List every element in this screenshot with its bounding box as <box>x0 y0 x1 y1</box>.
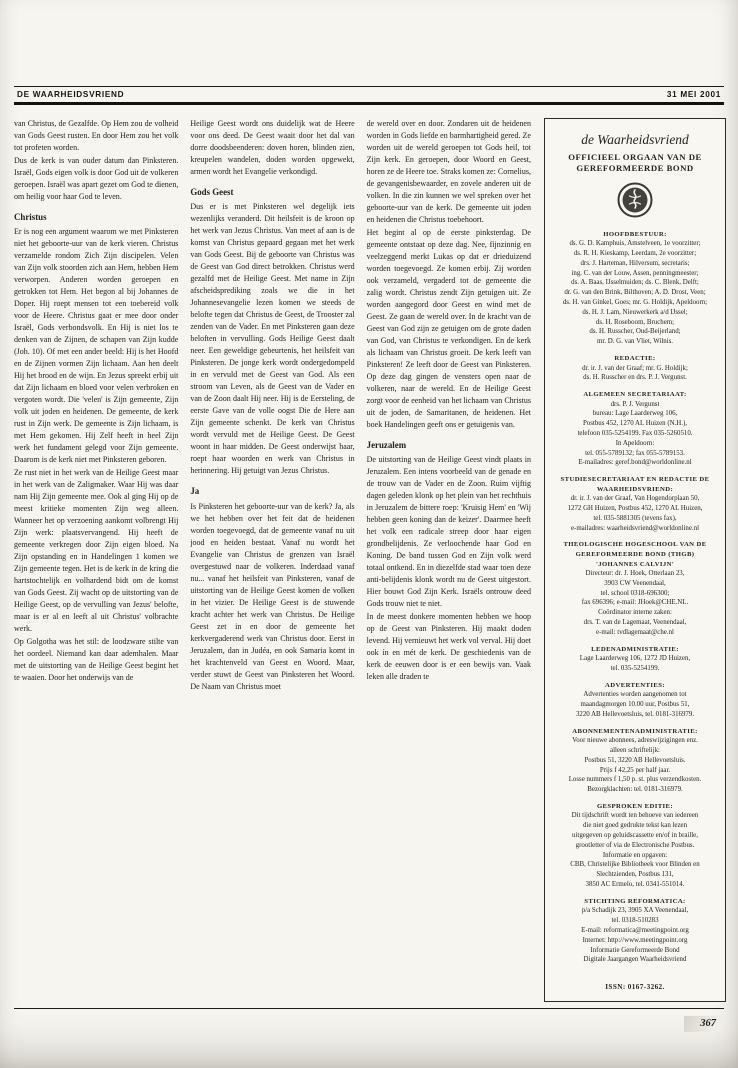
gereformeerde-bond-logo-icon <box>617 182 653 218</box>
colophon-line: 3903 CW Veenendaal, <box>604 579 666 587</box>
colophon-line: 3850 AC Ermelo, tel. 0341-551014. <box>585 881 685 889</box>
body-paragraph: Op Golgotha was het stil: de loodzware stilte van het oordeel. Niemand kan daar ademhalen. Maar met de uitstorting van de Heilige Geest begint het te waaien. Door het onderwijs van de <box>14 637 179 683</box>
body-paragraph: Ze rust niet in het werk van de Heilige Geest maar in het werk van de Zaligmaker. Waar Hij was daar nam Hij Zijn gemeente mee. Ook al ging Hij op de meest kritieke momenten Zijn weg alleen. Wanneer het op verzoening aankomt volbrengt Hij Zijn werk: plaatsvervangend. Hij heeft de gemeente verkregen door Zijn eigen bloed. Na Zijn opstanding en in Handelingen 1 komen we Zijn gemeente tegen. Het is de kerk in de kring die hartstochtelijk en volhardend bidt om de komst van Gods Geest. Zij wacht op de uitstorting van de Heilige Geest, op de vervulling van Jezus' belofte, maar is er al en leeft al uit Christus' volbrachte werk. <box>14 468 179 634</box>
body-paragraph: In de meest donkere momenten hebben we hoop op de Geest van Pinksteren. Hij maakt doden levend. Hij vernieuwt het werk vol verval. Hij doet ook ín en mét de kerk. De geschiedenis van de kerk de eeuwen door is er een bewijs van. Vaak leken alle draden te <box>366 612 531 682</box>
colophon-line: mr. D. G. van Vliet, Wilnis. <box>596 338 674 346</box>
colophon-line: Informatie Gereformeerde Bond <box>590 946 680 954</box>
colophon-box <box>544 118 726 1002</box>
colophon-title: de Waarheidsvriend <box>581 132 689 147</box>
article-column-3 <box>367 118 531 694</box>
colophon-line: tel. 055-5789132; fax 055-5789153. <box>585 449 685 457</box>
colophon-line: Voor nieuwe abonnees, adreswijzigingen enz. <box>572 737 698 745</box>
colophon-line: Informatie en opgaven: <box>602 851 668 859</box>
colophon-line: tel. 035-5881305 (tevens fax), <box>593 514 677 522</box>
colophon-line: uitgegeven op geluidscassette en/of in braille, <box>572 832 698 840</box>
colophon-line: ds. G. D. Kamphuis, Amstelveen, 1e voorzitter; <box>569 240 701 248</box>
colophon-line: e-mail: tvdlagemaat@che.nl <box>596 628 674 636</box>
colophon-line: die niet goed gedrukte tekst kan lezen <box>582 822 688 830</box>
colophon-line: e-mailadres: waarheidsvriend@worldonline.nl <box>570 524 700 532</box>
colophon-section-heading: STUDIESECRETARIAAT EN REDACTIE DE WAARHEIDSVRIEND: <box>560 476 710 493</box>
colophon-line: Internet: http://www.meetingpoint.org <box>582 936 688 944</box>
section-heading: Jeruzalem <box>366 440 407 450</box>
colophon-line: Losse nummers f 1,50 p. st. plus verzendkosten. <box>568 776 702 784</box>
colophon-line: bureau: Lage Laarderweg 106, <box>592 410 678 418</box>
colophon-line: ds. H. Russcher, Oud-Beijerland; <box>589 328 681 336</box>
colophon-line: ds. H. Roseboom, Bruchem; <box>595 318 675 326</box>
body-paragraph: Het begint al op de eerste pinksterdag. De gemeente ontstaat op deze dag. Nee, fijnzinnig en veelzeggend merkt Lukas op dat er drieduizend worden toegevoegd. Ze komen erbij. Zij worden ook verzameld, vergaderd tot de gemeente die zalig wordt. Christus zendt Zijn getuigen uit. Ze worden aangegord door Geest en wind met de Geest. Ze gaan de wereld over. In de kracht van de Geest van God zijn ze getuigen om de grote daden van God, van Christus te verkondigen. En de kerk als lichaam van Christus groeit. De kerk leeft van Pinksteren! Ze leeft door de Geest van Pinksteren. Op deze dag gingen de vensters open naar de volkeren, naar de wereld. En de Heilige Geest zorgt voor de eenheid van het lichaam van Christus uit de joden, de Samaritanen, de heidenen. Het boek Handelingen geeft ons er getuigenis van. <box>366 228 531 429</box>
colophon-line: Digitale Jaargangen Waarheidsvriend <box>583 956 687 964</box>
body-paragraph: Heilige Geest wordt ons duidelijk wat de Heere voor ons deed. De Geest waait door het dal van dorre doodsbeenderen: doven horen, blinden zien, kreupelen wandelen, doden worden opgewekt, armen wordt het Evangelie verkondigd. <box>190 119 355 176</box>
colophon-line: dr. ir. J. van der Graaf; mr. G. Holdijk; <box>582 364 688 372</box>
colophon-line: drs. P. J. Vergunst <box>610 400 660 408</box>
masthead <box>0 86 738 105</box>
colophon-line: Bezorgklachten: tel. 0181-316979. <box>587 786 683 794</box>
colophon-line: tel. 0318-510283 <box>611 917 659 925</box>
colophon-section-heading: THEOLOGISCHE HOGESCHOOL VAN DE GEREFORMEERDE BOND (THGB) 'JOHANNES CALVIJN' <box>563 541 707 568</box>
body-paragraph: Dus de kerk is van ouder datum dan Pinksteren. Israël, Gods eigen volk is door God uit de volkeren geroepen. Israël was apart gezet om God te dienen, om heilig voor haar God te leven. <box>14 156 179 201</box>
colophon-line: ds. H. van Ginkel, Goes; mr. G. Holdijk, Apeldoorn; <box>562 299 708 307</box>
colophon-line: fax 696396; e-mail: JHoek@CHE.NL. <box>581 599 689 607</box>
colophon-line: drs. J. Harteman, Hilversum, secretaris; <box>580 259 690 267</box>
colophon-line: dr. G. van den Brink, Bilthoven; A. D. Drost, Veen; <box>564 289 706 297</box>
colophon-section-heading: GESPROKEN EDITIE: <box>596 802 674 810</box>
colophon-line: Prijs f 42,25 per half jaar. <box>599 766 671 774</box>
page-footer <box>0 1008 738 1031</box>
colophon-line: drs. T. van de Lagemaat, Veenendaal, <box>583 619 687 627</box>
colophon-line: 1272 GH Huizen, Postbus 452, 1270 AL Huizen, <box>567 505 703 513</box>
section-heading: Ja <box>190 486 200 497</box>
section-heading: Christus <box>14 212 47 222</box>
colophon-line: dr. ir. J. van der Graaf, Van Hogendorplaan 50, <box>570 495 700 503</box>
colophon-section-heading: STICHTING REFORMATICA: <box>584 897 686 905</box>
colophon-line: ds. H. Russcher en drs. P. J. Vergunst. <box>583 374 687 382</box>
colophon-line: Advertenties worden aangenomen tot <box>583 691 687 699</box>
body-paragraph: Er is nog een argument waarom we met Pinksteren niet het geboorte-uur van de kerk vieren. Christus verzamelde rondom Zich Zijn discipelen. Velen van Zijn volk stoorden zich aan Hem, hebben Hem verworpen. Anderen worden geroepen en getrokken tot Hem. Het begon al bij Johannes de Doper. Hij roept mensen tot een toebereid volk voor de Heere. Christus gaat er mee door onder Israël, Gods verbondsvolk. En Hij is niet los te denken van de Zijnen, de schapen van Zijn kudde (Joh. 10). Of met een ander beeld: Hij is het Hoofd en de Zijnen vormen Zijn lichaam. Aan hen deelt Hij het brood en de wijn. En Jezus spreekt erbij uit dat Zijn lichaam en bloed voor velen verbroken en vergoten wordt. Die 'velen' is Zijn gemeente, Zijn volk uit joden en heidenen. De gemeente, de kerk rust in Zijn werk. De gemeente is Zijn lichaam, is met Hem gekomen. Hij Zelf heeft in heel Zijn werk het fundament gelegd voor Zijn gemeente. Daarom is de kerk niet met Pinksteren geboren. <box>14 227 179 465</box>
colophon-line: p/a Schadijk 23, 3905 XA Veenendaal, <box>581 907 689 915</box>
page-content <box>0 105 738 1002</box>
masthead-row <box>0 87 738 102</box>
colophon-line: tel. 035-5254199. <box>610 664 660 672</box>
colophon-line: telefoon 035-5254199. Fax 035-5260510. <box>577 430 693 438</box>
page-number: 367 <box>684 1016 723 1032</box>
colophon-section-heading: HOOFDBESTUUR: <box>603 230 667 238</box>
colophon-line: ds. R. H. Kieskamp, Leerdam, 2e voorzitter; <box>573 250 697 258</box>
colophon-section-heading: REDACTIE: <box>614 355 656 363</box>
article-column-1 <box>14 118 178 694</box>
colophon-line: alleen schriftelijk: <box>610 746 660 754</box>
section-heading: Gods Geest <box>190 187 234 197</box>
colophon-section-heading: ABONNEMENTENADMINISTRATIE: <box>572 727 698 735</box>
folio-row <box>0 1009 738 1031</box>
colophon-subtitle-line1: OFFICIEEL ORGAAN VAN DE <box>568 152 702 163</box>
colophon-line: In Apeldoorn: <box>615 439 655 447</box>
colophon-line: Postbus 452, 1270 AL Huizen (N.H.), <box>582 420 688 428</box>
colophon-line: Coördinator interne zaken: <box>598 609 672 617</box>
colophon-section-heading: LEDENADMINISTRATIE: <box>591 645 679 653</box>
colophon-line: tel. school 0318-696300; <box>600 589 670 597</box>
colophon-line: Slechtzienden, Postbus 131, <box>596 871 674 879</box>
colophon-section-heading: ALGEMEEN SECRETARIAAT: <box>583 391 687 399</box>
colophon-line: ing. C. van der Louw, Assen, penningmeester; <box>571 269 699 277</box>
issn: ISSN: 0167-3262. <box>605 982 665 991</box>
colophon-line: grootletter of via de Electronische Postbus. <box>575 841 695 849</box>
colophon-line: E-mail: reformatica@meetingpoint.org <box>581 926 689 934</box>
publication-name: DE WAARHEIDSVRIEND <box>17 90 125 99</box>
body-paragraph: de wereld over en door. Zondaren uit de heidenen worden in Gods liefde en barmhartigheid gered. Ze worden uit de wereld geroepen tot Gods heil, tot Zijn kerk. En geroepen, door Woord en Geest, horen ze de Heere toe. Straks komen ze: Cornelius, de gevangenisbewaarder, en zovele anderen uit de volken. In die zin kunnen we wel spreken over het geboorte-uur van de kerk. De gemeente uit joden en heidenen die Christus toebehoort. <box>366 119 531 224</box>
body-paragraph: Dus er is met Pinksteren wel degelijk iets wezenlijks veranderd. Dit heilsfeit is de kroon op het werk van Jezus Christus. Van meet af aan is de komst van Christus gepaard gegaan met het werk van Gods Geest. Bij de geboorte van Christus was de Geest van God direct betrokken. Christus werd gezalfd met de Heilige Geest. Met name in Zijn afscheidsprediking zoals we die in het Johannesevangelie lezen komen we steeds de belofte tegen dat Christus de Geest, de Trooster zal zenden van de Vader. En met Pinksteren gaan deze beloften in vervulling. Gods Heilige Geest daalt neer. Een geweldige gebeurtenis, het heilsfeit van Pinksteren. De jonge kerk wordt ondergedompeld in en vervuld met de Geest van God. Als een stroom van Leven, als de Geest van de Vader en van de Zoon daalt Hij neer. Hij is de Eersteling, de eerste Gave van de volle oogst Die de Here aan Zijn gemeente schenkt. De kerk van Christus wordt vervuld met de Heilige Geest. De Geest woont in haar midden. De Geest onderwijst haar, roept haar woorden en werk van Christus in herinnering. Hij getuigt van Jezus Christus. <box>190 202 355 476</box>
colophon-line: Lage Laarderweg 106, 1272 JD Huizen, <box>579 655 691 663</box>
colophon-line: maandagmorgen 10.00 uur, Postbus 51, <box>580 701 690 709</box>
colophon-line: Postbus 51, 3220 AB Hellevoetsluis. <box>584 756 686 764</box>
article-columns <box>14 118 531 694</box>
colophon-line: CBB, Christelijke Bibliotheek voor Blinden en <box>570 861 700 869</box>
issue-date: 31 MEI 2001 <box>666 90 721 99</box>
colophon-line: ds. H. J. Lam, Nieuwerkerk a/d IJssel; <box>582 308 688 316</box>
colophon-subtitle-line2: GEREFORMEERDE BOND <box>576 163 694 174</box>
colophon-sections <box>554 223 716 965</box>
colophon-line: Dit tijdschrift wordt ten behoeve van iedereen <box>571 812 699 820</box>
body-paragraph: van Christus, de Gezalfde. Op Hem zou de volheid van Gods Geest rusten. En door Hem zou het volk tot profeten worden. <box>14 119 179 152</box>
colophon-line: E-mailadres: geref.bond@worldonline.nl <box>578 459 692 467</box>
body-paragraph: Is Pinksteren het geboorte-uur van de kerk? Ja, als we het hebben over het feit dat de heidenen worden toegevoegd, dat de gemeente vanaf nu uit jood en heiden bestaat. Vanaf nu wordt het Evangelie van Christus de grenzen van Israël overgestuwd naar de volkeren. Inderdaad vanaf nu... vanaf het heilsfeit van Pinksteren, vanaf de uitstorting van de Heilige Geest komen de volken in het vizier. De Heilige Geest is de stuwende kracht achter het werk van Christus. De Heilige Geest zet in en door de gemeente het kerkvergaderend werk van Christus door. Eerst in Jeruzalem, dan in Judéa, en ook Samaria komt in het krachtenveld van Geest en Woord. Maar, verder stuwt de Geest van Pinksteren het Woord. De Naam van Christus moet <box>190 501 355 691</box>
body-paragraph: De uitstorting van de Heilige Geest vindt plaats in Jeruzalem. Een intens voorbeeld van de genade en de trouw van de Vader en de Zoon. Ruim vijftig dagen geleden klonk op het plein van het rechthuis in Jeruzalem de bittere roep: 'Kruisig Hem' en 'Wij hebben geen koning dan de keizer'. Daarmee heeft het volk een radicale streep door haar eigen grondbelijdenis. Ze verloochende haar God en Koning. De band tussen God en Zijn volk werd totaal ontkend. En in diezelfde stad waar toen deze anti-belijdenis klonk wordt nu de Geest uitgestort. Hier bouwt God Zijn Kerk. Israëls ontrouw deed Gods trouw niet te niet. <box>366 455 531 609</box>
colophon-line: 3220 AB Hellevoetsluis, tel. 0181-316979. <box>575 710 695 718</box>
article-column-2 <box>190 118 354 694</box>
colophon-line: Directeur: dr. J. Hoek, Otterlaan 23, <box>585 570 685 578</box>
colophon-line: ds. A. Baas, IJsselmuiden; ds. C. Blenk, Delft; <box>571 279 699 287</box>
colophon-section-heading: ADVERTENTIES: <box>605 681 665 689</box>
